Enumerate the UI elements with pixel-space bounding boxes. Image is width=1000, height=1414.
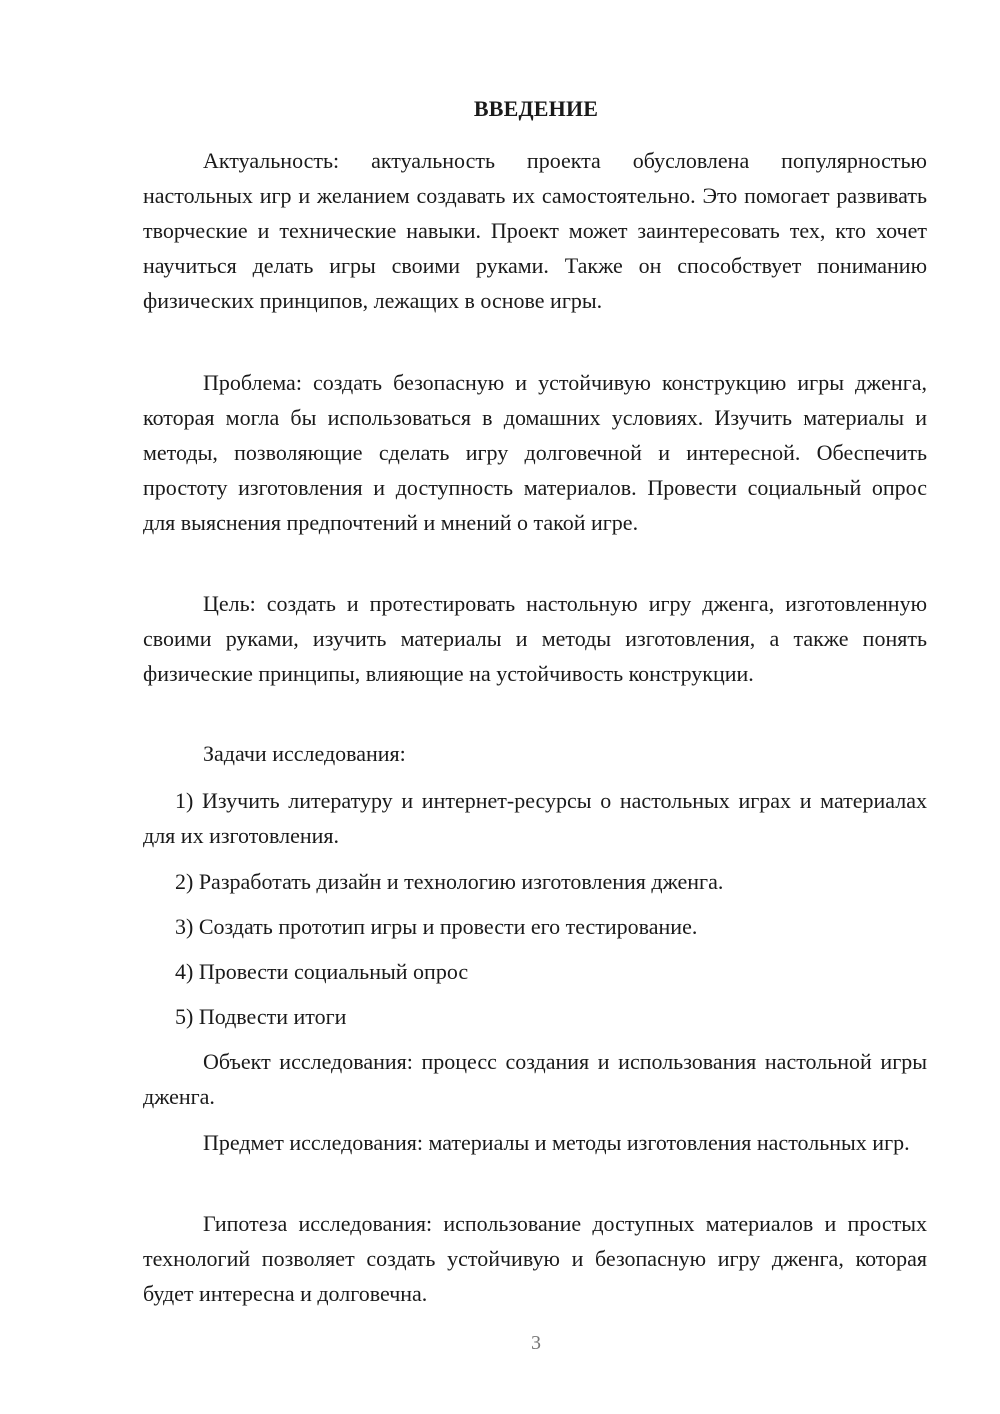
paragraph-relevance: Актуальность: актуальность проекта обусловлена популярностью настольных игр и желанием создавать их самостоятельно. Это помогает развивать творческие и технические навыки. Проект может заинтересовать тех, кто хочет научиться делать игры своими руками. Также он способствует пониманию физических принципов, лежащих в основе игры. xyxy=(143,148,927,313)
paragraph-object: Объект исследования: процесс создания и использования настольной игры дженга. xyxy=(143,1049,927,1109)
paragraph-problem: Проблема: создать безопасную и устойчивую конструкцию игры дженга, которая могла бы использоваться в домашних условиях. Изучить материалы и методы, позволяющие сделать игру долговечной и интересной. Обеспечить простоту изготовления и доступность материалов. Провести социальный опрос для выяснения предпочтений и мнений о такой игре. xyxy=(143,370,927,535)
task-item-5: 5) Подвести итоги xyxy=(175,1004,347,1029)
task-item-2: 2) Разработать дизайн и технологию изготовления дженга. xyxy=(175,869,724,894)
tasks-title: Задачи исследования: xyxy=(203,741,406,766)
paragraph-subject: Предмет исследования: материалы и методы изготовления настольных игр. xyxy=(203,1130,910,1155)
page-title: ВВЕДЕНИЕ xyxy=(473,96,599,121)
task-item-3: 3) Создать прототип игры и провести его тестирование. xyxy=(175,914,698,939)
paragraph-goal: Цель: создать и протестировать настольную игру дженга, изготовленную своими руками, изучить материалы и методы изготовления, а также понять физические принципы, влияющие на устойчивость конструкции. xyxy=(143,591,927,686)
task-item-1: 1) Изучить литературу и интернет-ресурсы о настольных играх и материалах для их изготовления. xyxy=(143,788,927,848)
paragraph-hypothesis: Гипотеза исследования: использование доступных материалов и простых технологий позволяет создать устойчивую и безопасную игру дженга, которая будет интересна и долговечна. xyxy=(143,1211,927,1306)
task-item-4: 4) Провести социальный опрос xyxy=(175,959,469,984)
page-number: 3 xyxy=(531,1332,541,1354)
